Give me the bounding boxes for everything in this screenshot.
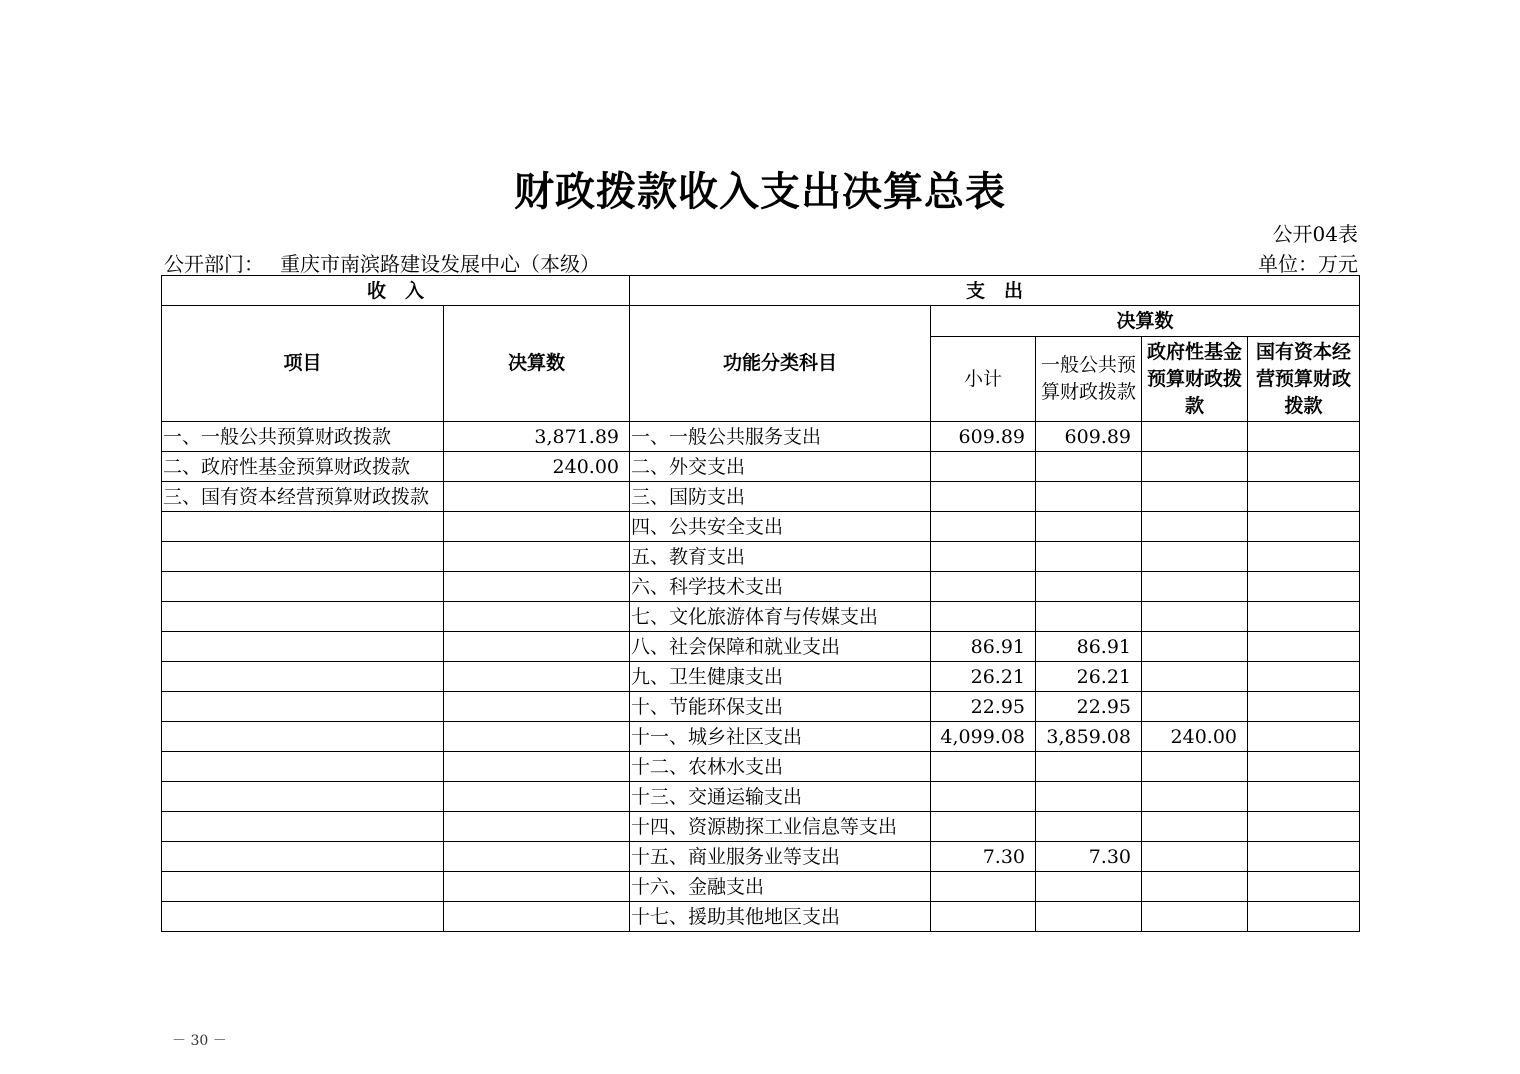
state-capital-header: 国有资本经营预算财政拨款 bbox=[1248, 337, 1360, 422]
state-capital-cell bbox=[1248, 842, 1360, 872]
gov-fund-cell bbox=[1142, 632, 1248, 662]
table-row bbox=[162, 482, 1360, 512]
income-amount-cell bbox=[444, 842, 630, 872]
subtotal-cell bbox=[931, 902, 1036, 932]
gov-fund-cell bbox=[1142, 842, 1248, 872]
gov-fund-cell bbox=[1142, 902, 1248, 932]
func-category-cell: 六、科学技术支出 bbox=[630, 572, 931, 602]
gov-fund-cell bbox=[1142, 542, 1248, 572]
subtotal-cell bbox=[931, 872, 1036, 902]
state-capital-cell bbox=[1248, 662, 1360, 692]
state-capital-cell bbox=[1248, 782, 1360, 812]
table-row bbox=[162, 752, 1360, 782]
state-capital-cell bbox=[1248, 722, 1360, 752]
gov-fund-cell bbox=[1142, 692, 1248, 722]
income-amount-cell bbox=[444, 722, 630, 752]
state-capital-cell bbox=[1248, 692, 1360, 722]
func-category-cell: 二、外交支出 bbox=[630, 452, 931, 482]
income-amount-cell bbox=[444, 572, 630, 602]
general-budget-cell bbox=[1036, 452, 1142, 482]
table-row bbox=[162, 632, 1360, 662]
state-capital-cell bbox=[1248, 632, 1360, 662]
gov-fund-cell bbox=[1142, 572, 1248, 602]
income-item-cell bbox=[162, 512, 444, 542]
func-category-cell: 十五、商业服务业等支出 bbox=[630, 842, 931, 872]
func-category-header: 功能分类科目 bbox=[630, 306, 931, 422]
table-row bbox=[162, 842, 1360, 872]
state-capital-cell bbox=[1248, 542, 1360, 572]
income-amount-cell bbox=[444, 542, 630, 572]
subtotal-cell bbox=[931, 782, 1036, 812]
general-budget-cell: 609.89 bbox=[1036, 422, 1142, 452]
func-category-cell: 十一、城乡社区支出 bbox=[630, 722, 931, 752]
state-capital-cell bbox=[1248, 452, 1360, 482]
table-row bbox=[162, 542, 1360, 572]
income-item-cell bbox=[162, 572, 444, 602]
table-row bbox=[162, 572, 1360, 602]
general-budget-header: 一般公共预算财政拨款 bbox=[1036, 337, 1142, 422]
income-item-cell: 三、国有资本经营预算财政拨款 bbox=[162, 482, 444, 512]
gov-fund-cell bbox=[1142, 872, 1248, 902]
table-row bbox=[162, 452, 1360, 482]
state-capital-cell bbox=[1248, 902, 1360, 932]
general-budget-cell bbox=[1036, 752, 1142, 782]
subtotal-header: 小计 bbox=[931, 337, 1036, 422]
income-amount-cell: 3,871.89 bbox=[444, 422, 630, 452]
func-category-cell: 八、社会保障和就业支出 bbox=[630, 632, 931, 662]
expense-header: 支 出 bbox=[630, 276, 1360, 306]
income-amount-cell bbox=[444, 902, 630, 932]
state-capital-cell bbox=[1248, 812, 1360, 842]
income-item-cell: 一、一般公共预算财政拨款 bbox=[162, 422, 444, 452]
subtotal-cell bbox=[931, 572, 1036, 602]
func-category-cell: 三、国防支出 bbox=[630, 482, 931, 512]
subtotal-cell bbox=[931, 512, 1036, 542]
table-row bbox=[162, 902, 1360, 932]
income-header: 收 入 bbox=[162, 276, 630, 306]
state-capital-cell bbox=[1248, 482, 1360, 512]
table-row bbox=[162, 602, 1360, 632]
income-item-cell bbox=[162, 752, 444, 782]
subtotal-cell bbox=[931, 452, 1036, 482]
header-row-top bbox=[162, 276, 1360, 306]
income-amount-cell bbox=[444, 752, 630, 782]
gov-fund-cell bbox=[1142, 752, 1248, 782]
income-amount-cell bbox=[444, 512, 630, 542]
general-budget-cell: 86.91 bbox=[1036, 632, 1142, 662]
item-header: 项目 bbox=[162, 306, 444, 422]
func-category-cell: 十二、农林水支出 bbox=[630, 752, 931, 782]
income-amount-cell bbox=[444, 692, 630, 722]
table-row bbox=[162, 422, 1360, 452]
general-budget-cell: 22.95 bbox=[1036, 692, 1142, 722]
gov-fund-cell bbox=[1142, 452, 1248, 482]
state-capital-cell bbox=[1248, 872, 1360, 902]
state-capital-cell bbox=[1248, 512, 1360, 542]
income-amount-cell bbox=[444, 632, 630, 662]
state-capital-cell bbox=[1248, 422, 1360, 452]
subtotal-cell bbox=[931, 542, 1036, 572]
income-item-cell bbox=[162, 692, 444, 722]
func-category-cell: 十四、资源勘探工业信息等支出 bbox=[630, 812, 931, 842]
table-row bbox=[162, 692, 1360, 722]
income-amount-cell bbox=[444, 662, 630, 692]
state-capital-cell bbox=[1248, 752, 1360, 782]
general-budget-cell bbox=[1036, 512, 1142, 542]
department-label: 公开部门： bbox=[164, 252, 264, 276]
general-budget-cell: 26.21 bbox=[1036, 662, 1142, 692]
general-budget-cell bbox=[1036, 542, 1142, 572]
subtotal-cell: 609.89 bbox=[931, 422, 1036, 452]
page-title: 财政拨款收入支出决算总表 bbox=[514, 168, 1006, 215]
income-item-cell bbox=[162, 602, 444, 632]
gov-fund-cell bbox=[1142, 422, 1248, 452]
func-category-cell: 四、公共安全支出 bbox=[630, 512, 931, 542]
subtotal-cell: 7.30 bbox=[931, 842, 1036, 872]
income-item-cell bbox=[162, 782, 444, 812]
func-category-cell: 十三、交通运输支出 bbox=[630, 782, 931, 812]
general-budget-cell: 7.30 bbox=[1036, 842, 1142, 872]
form-number: 公开04表 bbox=[1272, 222, 1358, 246]
gov-fund-cell bbox=[1142, 482, 1248, 512]
income-item-cell bbox=[162, 632, 444, 662]
income-item-cell: 二、政府性基金预算财政拨款 bbox=[162, 452, 444, 482]
func-category-cell: 五、教育支出 bbox=[630, 542, 931, 572]
amount-header: 决算数 bbox=[444, 306, 630, 422]
state-capital-cell bbox=[1248, 572, 1360, 602]
state-capital-cell bbox=[1248, 602, 1360, 632]
gov-fund-cell: 240.00 bbox=[1142, 722, 1248, 752]
func-category-cell: 一、一般公共服务支出 bbox=[630, 422, 931, 452]
func-category-cell: 九、卫生健康支出 bbox=[630, 662, 931, 692]
general-budget-cell bbox=[1036, 482, 1142, 512]
subtotal-cell: 22.95 bbox=[931, 692, 1036, 722]
general-budget-cell: 3,859.08 bbox=[1036, 722, 1142, 752]
subtotal-cell bbox=[931, 752, 1036, 782]
income-amount-cell bbox=[444, 482, 630, 512]
income-item-cell bbox=[162, 662, 444, 692]
table-row bbox=[162, 872, 1360, 902]
table-row bbox=[162, 782, 1360, 812]
page-number: － 30 － bbox=[172, 1033, 227, 1049]
general-budget-cell bbox=[1036, 902, 1142, 932]
subtotal-cell bbox=[931, 812, 1036, 842]
income-item-cell bbox=[162, 812, 444, 842]
general-budget-cell bbox=[1036, 872, 1142, 902]
final-amount-header: 决算数 bbox=[931, 306, 1360, 337]
subtotal-cell: 86.91 bbox=[931, 632, 1036, 662]
func-category-cell: 七、文化旅游体育与传媒支出 bbox=[630, 602, 931, 632]
income-amount-cell bbox=[444, 812, 630, 842]
income-amount-cell: 240.00 bbox=[444, 452, 630, 482]
income-item-cell bbox=[162, 872, 444, 902]
func-category-cell: 十六、金融支出 bbox=[630, 872, 931, 902]
gov-fund-cell bbox=[1142, 512, 1248, 542]
income-amount-cell bbox=[444, 782, 630, 812]
general-budget-cell bbox=[1036, 782, 1142, 812]
budget-table bbox=[161, 275, 1360, 932]
table-row bbox=[162, 812, 1360, 842]
department-line bbox=[164, 248, 600, 277]
func-category-cell: 十、节能环保支出 bbox=[630, 692, 931, 722]
income-item-cell bbox=[162, 902, 444, 932]
subtotal-cell bbox=[931, 482, 1036, 512]
gov-fund-cell bbox=[1142, 602, 1248, 632]
general-budget-cell bbox=[1036, 572, 1142, 602]
income-amount-cell bbox=[444, 602, 630, 632]
general-budget-cell bbox=[1036, 812, 1142, 842]
income-item-cell bbox=[162, 722, 444, 752]
header-row-sub1 bbox=[162, 306, 1360, 337]
gov-fund-cell bbox=[1142, 782, 1248, 812]
subtotal-cell: 26.21 bbox=[931, 662, 1036, 692]
gov-fund-cell bbox=[1142, 812, 1248, 842]
table-row bbox=[162, 662, 1360, 692]
subtotal-cell: 4,099.08 bbox=[931, 722, 1036, 752]
subtotal-cell bbox=[931, 602, 1036, 632]
table-row bbox=[162, 722, 1360, 752]
table-row bbox=[162, 512, 1360, 542]
func-category-cell: 十七、援助其他地区支出 bbox=[630, 902, 931, 932]
gov-fund-header: 政府性基金预算财政拨款 bbox=[1142, 337, 1248, 422]
general-budget-cell bbox=[1036, 602, 1142, 632]
unit-label: 单位：万元 bbox=[1258, 252, 1358, 276]
income-item-cell bbox=[162, 542, 444, 572]
gov-fund-cell bbox=[1142, 662, 1248, 692]
income-amount-cell bbox=[444, 872, 630, 902]
department-name: 重庆市南滨路建设发展中心（本级） bbox=[280, 252, 600, 276]
income-item-cell bbox=[162, 842, 444, 872]
